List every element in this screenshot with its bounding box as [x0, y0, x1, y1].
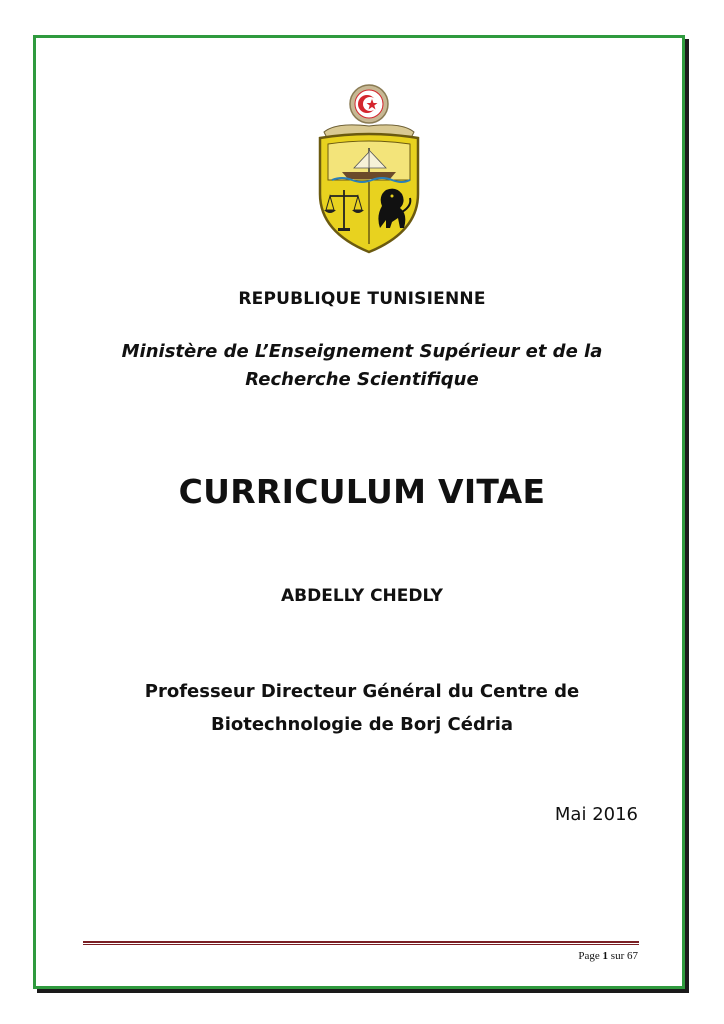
page-separator: sur	[610, 950, 625, 962]
page-current: 1	[602, 950, 609, 962]
position-line-2: Biotechnologie de Borj Cédria	[210, 714, 514, 735]
position-title	[0, 675, 724, 741]
ministry-line-1: Ministère de L’Enseignement Supérieur et de la	[121, 341, 603, 362]
footer-divider	[83, 941, 639, 943]
tunisia-coat-of-arms-icon	[306, 82, 432, 258]
page-total: 67	[627, 950, 638, 962]
ministry-line-2: Recherche Scientifique	[245, 369, 479, 390]
ministry-heading	[0, 338, 724, 394]
document-date: Mai 2016	[554, 804, 638, 825]
person-name: ABDELLY CHEDLY	[280, 586, 443, 606]
page-prefix: Page	[578, 950, 600, 962]
country-heading: REPUBLIQUE TUNISIENNE	[238, 289, 486, 309]
footer-divider-thin	[83, 944, 639, 945]
page-number	[578, 950, 638, 962]
document-title: CURRICULUM VITAE	[178, 472, 546, 511]
position-line-1: Professeur Directeur Général du Centre de	[144, 681, 580, 702]
